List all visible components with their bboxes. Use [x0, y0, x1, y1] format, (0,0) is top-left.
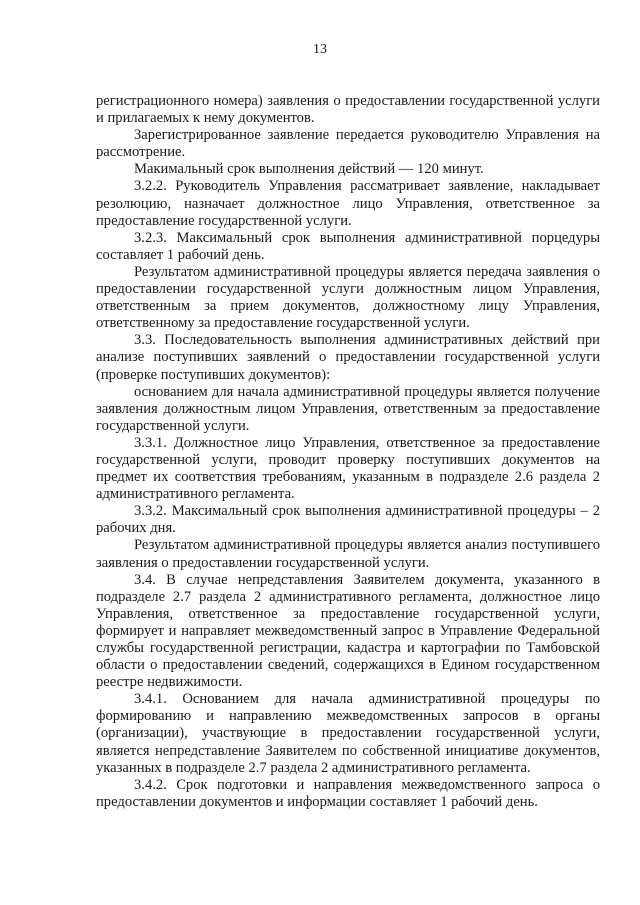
paragraph: 3.2.3. Максимальный срок выполнения административной порцедуры составляет 1 рабочий день. [96, 229, 600, 263]
paragraph: основанием для начала административной процедуры является получение заявления должностным лицом Управления, ответственным за предоставление государственной услуги. [96, 383, 600, 434]
paragraph: 3.2.2. Руководитель Управления рассматривает заявление, накладывает резолюцию, назначает должностное лицо Управления, ответственное за предоставление государственной услуги. [96, 178, 600, 229]
paragraph: 3.3. Последовательность выполнения административных действий при анализе поступивших заявлений о предоставлении государственной услуги (проверке поступивших документов): [96, 332, 600, 383]
paragraph: 3.3.1. Должностное лицо Управления, ответственное за предоставление государственной услуги, проводит проверку поступивших документов на предмет их соответствия требованиям, указанным в подразделе 2.6 раздела 2 административного регламента. [96, 434, 600, 503]
paragraph: Макимальный срок выполнения действий — 120 минут. [134, 161, 484, 178]
paragraph: Результатом административной процедуры является анализ поступившего заявления о предоставлении государственной услуги. [96, 537, 600, 571]
document-body [96, 93, 600, 811]
paragraph: 3.4. В случае непредставления Заявителем документа, указанного в подразделе 2.7 раздела 2 административного регламента, должностное лицо Управления, ответственное за предоставление государственной услуги, формирует и направляет межведомственный запрос в Управление Федеральной службы государственной регистрации, кадастра и картографии по Тамбовской области о предоставлении сведений, содержащихся в Едином государственном реестре недвижимости. [96, 571, 600, 691]
paragraph: Зарегистрированное заявление передается руководителю Управления на рассмотрение. [96, 127, 600, 161]
paragraph: Результатом административной процедуры является передача заявления о предоставлении государственной услуги должностным лицом Управления, ответственным за прием документов, должностному лицу Управления, ответственному за предоставление государственной услуги. [96, 263, 600, 332]
paragraph: регистрационного номера) заявления о предоставлении государственной услуги и прилагаемых к нему документов. [96, 93, 600, 127]
paragraph: 3.3.2. Максимальный срок выполнения административной процедуры – 2 рабочих дня. [96, 503, 600, 537]
page-number: 13 [313, 42, 327, 57]
paragraph: 3.4.2. Срок подготовки и направления межведомственного запроса о предоставлении документов и информации составляет 1 рабочий день. [96, 776, 600, 810]
paragraph: 3.4.1. Основанием для начала административной процедуры по формированию и направлению межведомственных запросов в органы (организации), участвующие в предоставлении государственной услуги, является непредставление Заявителем по собственной инициативе документов, указанных в подразделе 2.7 раздела 2 административного регламента. [96, 691, 600, 776]
